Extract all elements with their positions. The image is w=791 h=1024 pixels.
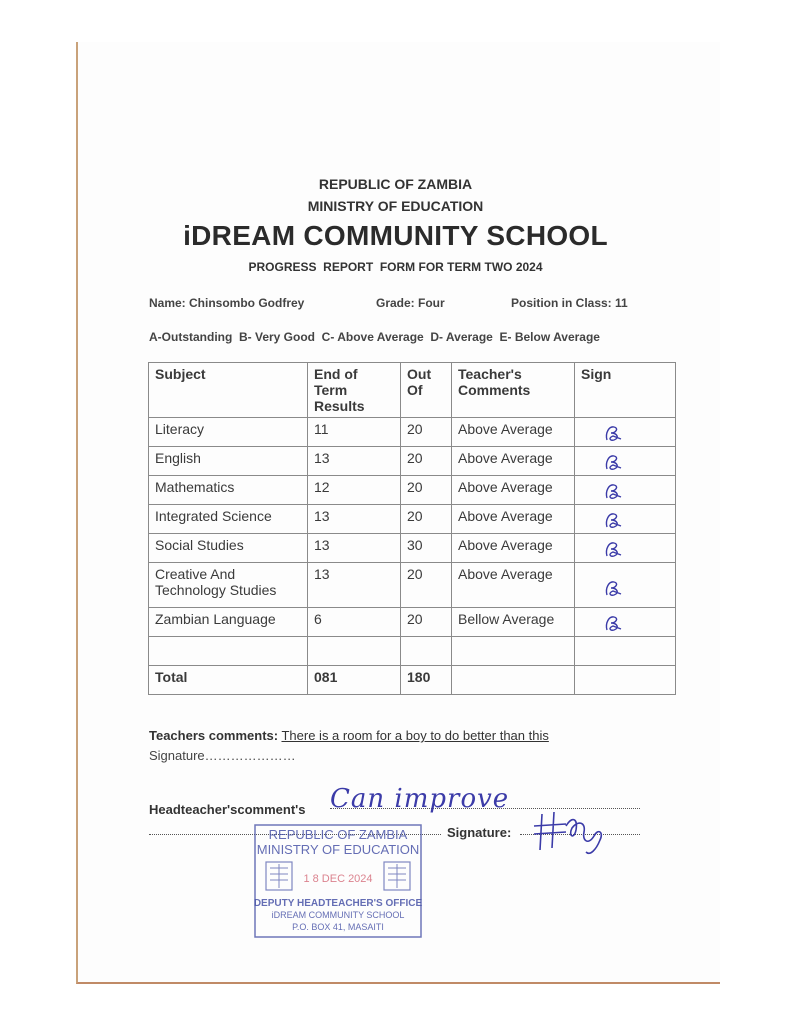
initials-signature-icon <box>601 613 625 633</box>
result-cell: 13 <box>308 563 401 608</box>
table-row <box>149 476 676 505</box>
headteacher-signature-label: Signature: <box>447 825 512 840</box>
stamp-line-3: DEPUTY HEADTEACHER'S OFFICE <box>253 898 423 909</box>
grading-key: A-Outstanding B- Very Good C- Above Average D- Average E- Below Average <box>149 330 600 344</box>
subject-cell: Creative And Technology Studies <box>149 563 308 608</box>
total-label: Total <box>149 666 308 695</box>
initials-signature-icon <box>601 423 625 443</box>
out-of-cell: 20 <box>401 608 452 637</box>
official-stamp <box>252 822 424 940</box>
total-out-of: 180 <box>401 666 452 695</box>
result-cell: 13 <box>308 505 401 534</box>
table-row <box>149 534 676 563</box>
teacher-comments-label: Teachers comments: <box>149 728 279 743</box>
headteacher-comment-label: Headteacher'scomment's <box>149 802 306 817</box>
out-of-cell: 20 <box>401 505 452 534</box>
comment-cell: Above Average <box>452 505 575 534</box>
total-result: 081 <box>308 666 401 695</box>
sign-cell <box>575 476 676 505</box>
out-of-cell: 20 <box>401 476 452 505</box>
student-name: Name: Chinsombo Godfrey <box>149 296 305 310</box>
table-row <box>149 505 676 534</box>
stamp-line-4: iDREAM COMMUNITY SCHOOL <box>271 910 405 920</box>
sign-cell <box>575 447 676 476</box>
comment-cell: Above Average <box>452 447 575 476</box>
comment-cell: Above Average <box>452 476 575 505</box>
comment-cell: Bellow Average <box>452 608 575 637</box>
header-results: End of Term Results <box>308 363 401 418</box>
header-comments: Teacher's Comments <box>452 363 575 418</box>
comment-cell: Above Average <box>452 418 575 447</box>
out-of-cell: 20 <box>401 563 452 608</box>
result-cell: 13 <box>308 534 401 563</box>
table-row <box>149 608 676 637</box>
sign-cell <box>575 608 676 637</box>
out-of-cell: 30 <box>401 534 452 563</box>
school-name: iDREAM COMMUNITY SCHOOL <box>183 220 608 251</box>
table-row <box>149 563 676 608</box>
table-row <box>149 418 676 447</box>
teacher-comments <box>149 728 549 743</box>
out-of-cell: 20 <box>401 447 452 476</box>
subject-cell: English <box>149 447 308 476</box>
stamp-line-2: MINISTRY OF EDUCATION <box>256 842 420 857</box>
results-table <box>148 362 676 695</box>
table-row <box>149 447 676 476</box>
result-cell: 6 <box>308 608 401 637</box>
table-row-empty <box>149 637 676 666</box>
header-sign: Sign <box>575 363 676 418</box>
sign-cell <box>575 563 676 608</box>
student-grade: Grade: Four <box>376 296 445 310</box>
initials-signature-icon <box>601 539 625 559</box>
initials-signature-icon <box>601 578 625 598</box>
republic-heading: REPUBLIC OF ZAMBIA <box>318 176 473 192</box>
subject-cell: Literacy <box>149 418 308 447</box>
stamp-date: 1 8 DEC 2024 <box>303 873 373 885</box>
stamp-line-1: REPUBLIC OF ZAMBIA <box>268 827 408 842</box>
result-cell: 13 <box>308 447 401 476</box>
subject-cell: Integrated Science <box>149 505 308 534</box>
headteacher-signature-icon <box>528 806 612 858</box>
ministry-heading: MINISTRY OF EDUCATION <box>307 198 484 214</box>
comment-cell: Above Average <box>452 563 575 608</box>
initials-signature-icon <box>601 452 625 472</box>
comment-cell: Above Average <box>452 534 575 563</box>
stamp-line-5: P.O. BOX 41, MASAITI <box>292 922 384 932</box>
initials-signature-icon <box>601 510 625 530</box>
subject-cell: Mathematics <box>149 476 308 505</box>
initials-signature-icon <box>601 481 625 501</box>
header-subject: Subject <box>149 363 308 418</box>
result-cell: 12 <box>308 476 401 505</box>
headteacher-handwritten-comment: Can improve <box>330 784 510 814</box>
subject-cell: Zambian Language <box>149 608 308 637</box>
sign-cell <box>575 418 676 447</box>
table-header-row <box>149 363 676 418</box>
teacher-signature-line: Signature………………… <box>149 748 296 763</box>
class-position: Position in Class: 11 <box>511 296 628 310</box>
out-of-cell: 20 <box>401 418 452 447</box>
result-cell: 11 <box>308 418 401 447</box>
header-out-of: Out Of <box>401 363 452 418</box>
sign-cell <box>575 505 676 534</box>
report-title: PROGRESS REPORT FORM FOR TERM TWO 2024 <box>248 260 543 274</box>
total-row <box>149 666 676 695</box>
teacher-comments-text: There is a room for a boy to do better than this <box>281 728 549 743</box>
sign-cell <box>575 534 676 563</box>
subject-cell: Social Studies <box>149 534 308 563</box>
